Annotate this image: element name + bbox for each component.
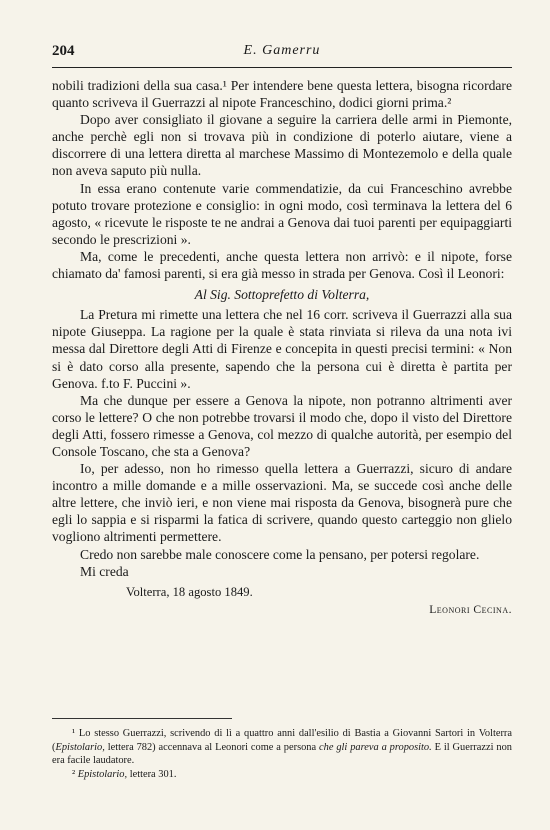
running-title: E. Gamerru: [243, 43, 321, 58]
footnote-1-text-a: Lo stesso Guerrazzi, scrivendo di lì a quattro anni dall'esilio di Bastia a Giovanni Sartori in Volterra (: [52, 728, 512, 753]
footnote-1-text-e: E il Guerrazzi non era facile laudatore.: [52, 741, 512, 766]
letter-paragraph-4: Credo non sarebbe male conoscere come la pensano, per potersi regolare.: [80, 546, 480, 562]
letter-paragraph-1: La Pretura mi rimette una lettera che nel 16 corr. scriveva il Guerrazzi alla sua nipote Giuseppa. La ragione per la quale è stata rinviata si rileva da una nota ivi messa dal Direttore degli Atti di Firenze e concepita in questi precisi termini: « Non si è dato corso alla presente, sapendo che la persona cui è diretta è partita per Genova. f.to F. Puccini ».: [52, 307, 512, 391]
letter-dateline: Volterra, 18 agosto 1849.: [126, 584, 253, 599]
page-header: [52, 43, 512, 63]
letter-closing: Mi creda: [80, 563, 129, 579]
header-rule: [52, 67, 512, 68]
paragraph-1: nobili tradizioni della sua casa.¹ Per intendere bene questa lettera, bisogna ricordare quanto scriveva il Guerrazzi al nipote Franceschino, dodici giorni prima.²: [52, 78, 512, 111]
footnote-rule: [52, 718, 232, 719]
letter-signature: Leonori Cecina.: [429, 602, 512, 616]
paragraph-2: Dopo aver consigliato il giovane a seguire la carriera delle armi in Piemonte, anche perchè egli non si trovava più in condizione di poterlo aiutare, viene a discorrere di una lettera diretta al marchese Massimo di Montezemolo e della quale non aveva saputo più nulla.: [52, 112, 512, 179]
footnote-1-text-c: lettera 782) accennava al Leonori come a persona: [104, 741, 320, 753]
body-text: [52, 77, 512, 618]
letter-paragraph-3: Io, per adesso, non ho rimesso quella lettera a Guerrazzi, sicuro di andare incontro a mille domande e a mille osservazioni. Ma, se succede così anche delle altre lettere, che inviò ieri, e non viene mai risposta da Genova, bisognerà pure che egli lo sappia e si risparmi la fatica di scrivere, quando questo carteggio non glielo vogliono altrimenti permettere.: [52, 461, 512, 545]
footnote-2: [52, 768, 512, 782]
page-number: 204: [52, 43, 75, 59]
footnote-1-mark: ¹: [72, 728, 76, 739]
footnote-2-mark: ²: [72, 768, 76, 780]
paragraph-4: Ma, come le precedenti, anche questa lettera non arrivò: e il nipote, forse chiamato da' famosi parenti, si era già messo in strada per Genova. Così il Leonori:: [52, 248, 512, 282]
letter-paragraph-2: Ma che dunque per essere a Genova la nipote, non potranno altrimenti aver corso le lettere? O che non potrebbe trovarsi il modo che, dopo il visto del Direttore degli Atti, fossero rimesse a Genova, col mezzo di qualche autorità, per esempio del Console Toscano, che sta a Genova?: [52, 392, 512, 459]
footnote-1-work-title: Epistolario,: [55, 741, 105, 753]
paragraph-3: In essa erano contenute varie commendatizie, da cui Franceschino avrebbe potuto trovare protezione e consiglio: in ogni modo, così terminava la lettera del 6 agosto, « ricevute le risposte te ne andrai a Genova dai tuoi parenti per equipaggiarti secondo le prescrizioni ».: [52, 180, 512, 247]
footnote-2-work-title: Epistolario,: [77, 768, 128, 780]
footnote-1: [52, 727, 512, 768]
footnote-2-text: lettera 301.: [127, 768, 177, 780]
footnote-1-quote: che gli pareva a proposito.: [319, 741, 432, 753]
letter-address: Al Sig. Sottoprefetto di Volterra,: [194, 287, 370, 303]
footnotes: [52, 727, 512, 781]
